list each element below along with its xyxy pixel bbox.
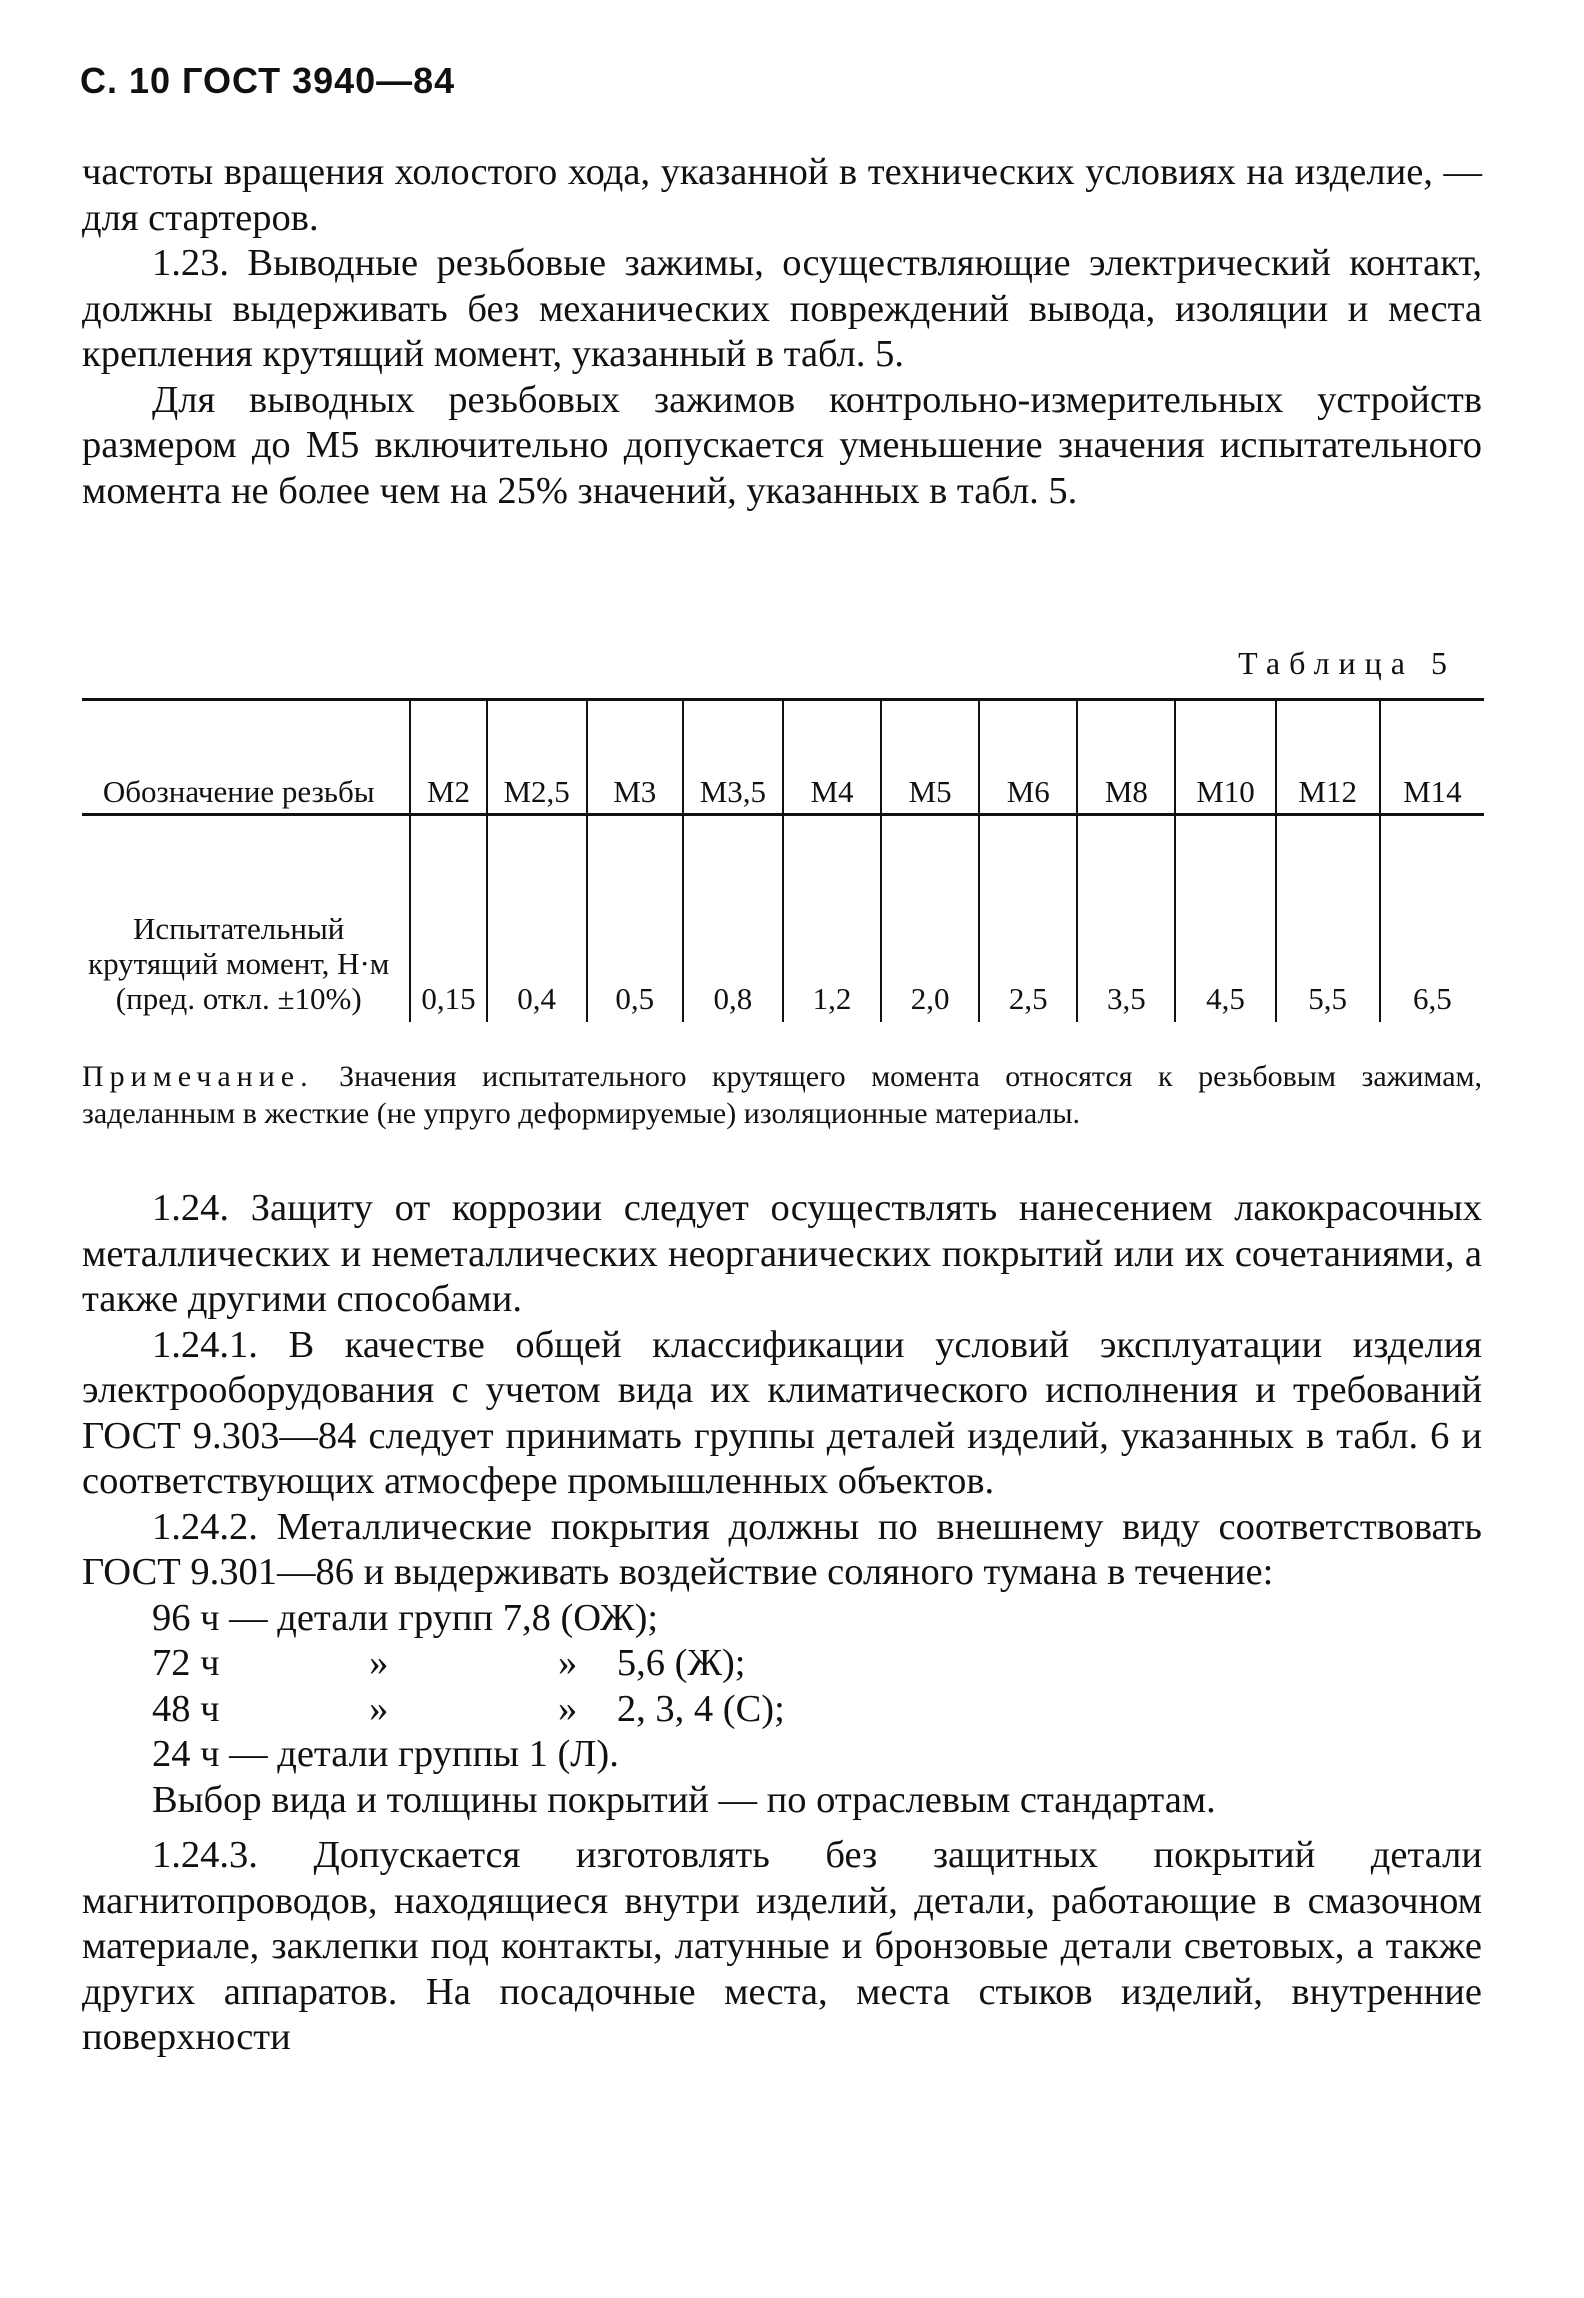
ditto-mark: » (369, 1642, 389, 1684)
paragraph-selection: Выбор вида и толщины покрытий — по отраслевым стандартам. (152, 1778, 1216, 1821)
list-time: 48 ч (152, 1687, 220, 1730)
ditto-mark: » (369, 1687, 389, 1730)
page-header: С. 10 ГОСТ 3940—84 (80, 60, 456, 101)
size-cell: М3 (587, 700, 683, 815)
paragraph-1-23: 1.23. Выводные резьбовые зажимы, осуществляющие электрический контакт, должны выдерживать без механических повреждений вывода, изоляции и места крепления крутящий момент, указанный в табл. 5. (82, 242, 1482, 375)
value-cell: 0,5 (587, 815, 683, 1023)
value-cell: 0,4 (487, 815, 587, 1023)
paragraph-1-23-b: Для выводных резьбовых зажимов контрольно-измерительных устройств размером до М5 включительно допускается уменьшение значения испытательного момента не более чем на 25% значений, указанных в табл. 5. (82, 378, 1482, 512)
torque-table (82, 698, 1484, 1022)
size-cell: М14 (1380, 700, 1484, 815)
table-caption: Таблица 5 (1238, 645, 1456, 681)
list-text: — детали групп 7,8 (ОЖ); (229, 1596, 659, 1639)
value-cell: 0,8 (683, 815, 783, 1023)
value-cell: 4,5 (1175, 815, 1275, 1023)
ditto-mark: » (558, 1642, 578, 1684)
size-cell: М8 (1077, 700, 1175, 815)
list-text: — детали группы 1 (Л). (229, 1733, 619, 1775)
table-note (82, 1058, 1482, 1132)
value-cell: 5,5 (1276, 815, 1380, 1023)
note-label: Примечание. (82, 1060, 314, 1093)
list-text: 2, 3, 4 (С); (616, 1687, 785, 1730)
list-item (82, 1732, 1482, 1778)
list-time: 96 ч (152, 1596, 220, 1639)
list-item (82, 1596, 1482, 1642)
size-cell: М5 (881, 700, 979, 815)
size-cell: М3,5 (683, 700, 783, 815)
value-cell: 2,0 (881, 815, 979, 1023)
size-cell: М4 (783, 700, 881, 815)
paragraph-1-24-3: 1.24.3. Допускается изготовлять без защитных покрытий детали магнитопроводов, находящиеся внутри изделий, детали, работающие в смазочном материале, заклепки под контакты, латунные и бронзовые детали световых, а также других аппаратов. На посадочные места, места стыков изделий, внутренние поверхности (82, 1834, 1482, 2058)
ditto-mark: » (558, 1687, 578, 1730)
upper-text-block (82, 150, 1482, 514)
list-time: 72 ч (152, 1642, 220, 1684)
value-cell: 6,5 (1380, 815, 1484, 1023)
size-cell: М2,5 (487, 700, 587, 815)
paragraph-intro: частоты вращения холостого хода, указанной в технических условиях на изделие, — для стартеров. (82, 151, 1482, 239)
table-header-row (82, 700, 1484, 815)
size-cell: М6 (979, 700, 1077, 815)
size-cell: М2 (410, 700, 486, 815)
list-time: 24 ч (152, 1733, 220, 1775)
value-cell: 2,5 (979, 815, 1077, 1023)
list-text: 5,6 (Ж); (616, 1642, 746, 1684)
size-cell: М12 (1276, 700, 1380, 815)
value-cell: 0,15 (410, 815, 486, 1023)
paragraph-1-24: 1.24. Защиту от коррозии следует осуществлять нанесением лакокрасочных металлических и неметаллических неорганических покрытий или их сочетаниями, а также другими способами. (82, 1187, 1482, 1320)
paragraph-1-24-2: 1.24.2. Металлические покрытия должны по внешнему виду соответствовать ГОСТ 9.301—86 и выдерживать воздействие соляного тумана в течение: (82, 1505, 1482, 1593)
note-text: Значения испытательного крутящего момента относятся к резьбовым зажимам, заделанным в жесткие (не упруго деформируемые) изоляционные материалы. (82, 1060, 1482, 1130)
list-item (82, 1641, 1482, 1687)
value-cell: 3,5 (1077, 815, 1175, 1023)
size-cell: М10 (1175, 700, 1275, 815)
header-label-cell: Обозначение резьбы (82, 700, 410, 815)
list-item (82, 1687, 1482, 1733)
value-cell: 1,2 (783, 815, 881, 1023)
paragraph-1-24-1: 1.24.1. В качестве общей классификации условий эксплуатации изделия электрооборудования с учетом вида их климатического исполнения и требований ГОСТ 9.303—84 следует принимать группы деталей изделий, указанных в табл. 6 и соответствующих атмосфере промышленных объектов. (82, 1323, 1482, 1502)
lower-text-block (82, 1186, 1482, 2061)
table-value-row (82, 815, 1484, 1023)
row-label-cell: Испытательный крутящий момент, Н·м (пред. откл. ±10%) (88, 911, 390, 1016)
